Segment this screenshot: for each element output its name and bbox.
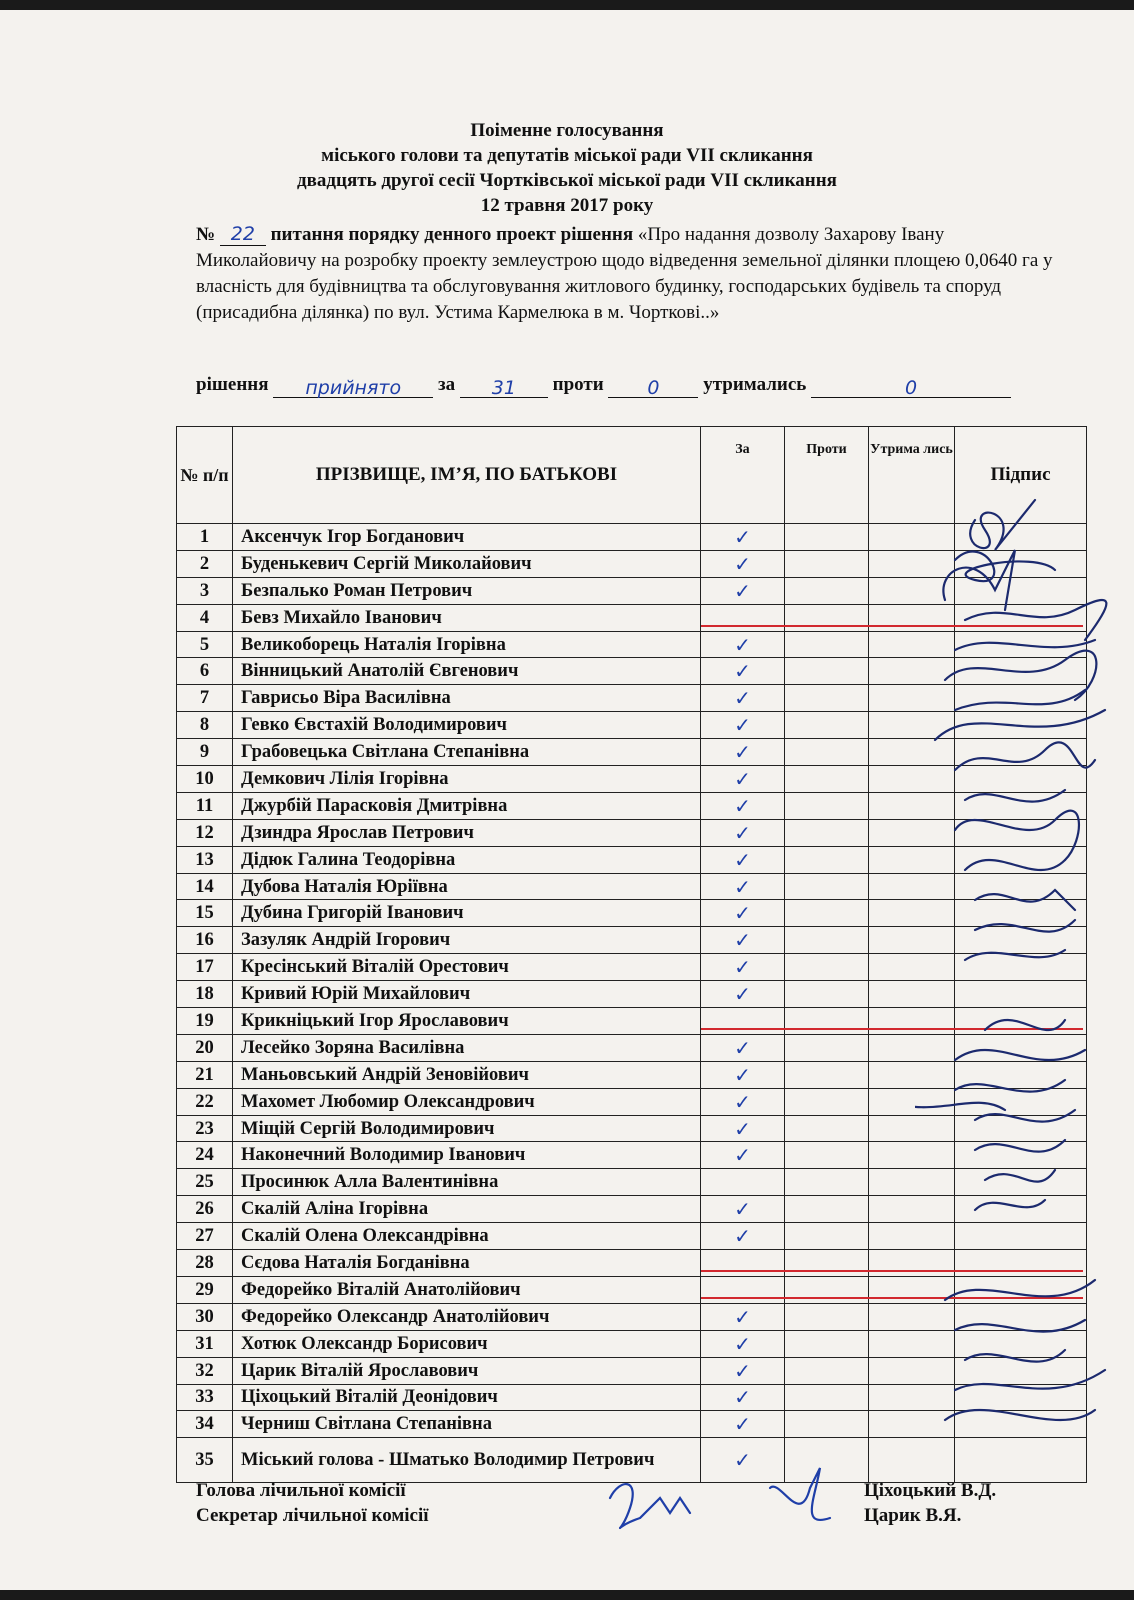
decision-value: прийнято xyxy=(273,375,433,398)
check-mark: ✓ xyxy=(734,1116,751,1141)
against-cell xyxy=(785,954,869,981)
for-cell xyxy=(701,1276,785,1303)
against-cell xyxy=(785,1276,869,1303)
for-cell xyxy=(701,1330,785,1357)
signature-mark xyxy=(955,1050,1085,1060)
row-name: Просинюк Алла Валентинівна xyxy=(233,1169,701,1196)
row-number: 24 xyxy=(177,1142,233,1169)
against-cell xyxy=(785,1411,869,1438)
check-mark: ✓ xyxy=(734,982,751,1007)
for-cell xyxy=(701,1142,785,1169)
against-cell xyxy=(785,685,869,712)
for-cell xyxy=(701,1411,785,1438)
row-name: Бевз Михайло Іванович xyxy=(233,604,701,631)
check-mark: ✓ xyxy=(734,820,751,845)
row-number: 1 xyxy=(177,524,233,551)
check-mark: ✓ xyxy=(734,578,751,603)
row-name: Дубина Григорій Іванович xyxy=(233,900,701,927)
row-name: Маньовський Андрій Зеновійович xyxy=(233,1061,701,1088)
check-mark: ✓ xyxy=(734,1358,751,1383)
for-cell xyxy=(701,792,785,819)
for-cell xyxy=(701,846,785,873)
row-number: 17 xyxy=(177,954,233,981)
check-mark: ✓ xyxy=(734,901,751,926)
for-cell xyxy=(701,981,785,1008)
row-name: Федорейко Олександр Анатолійович xyxy=(233,1303,701,1330)
for-cell xyxy=(701,1250,785,1277)
row-number: 19 xyxy=(177,1008,233,1035)
against-cell xyxy=(785,846,869,873)
row-number: 29 xyxy=(177,1276,233,1303)
for-cell xyxy=(701,685,785,712)
header-line-2: міського голови та депутатів міської ради VII скликання xyxy=(321,145,813,166)
secretary-label: Секретар лічильної комісії xyxy=(196,1505,429,1526)
row-name: Черниш Світлана Степанівна xyxy=(233,1411,701,1438)
check-mark: ✓ xyxy=(734,713,751,738)
row-number: 5 xyxy=(177,631,233,658)
row-number: 31 xyxy=(177,1330,233,1357)
signature-mark xyxy=(975,1200,1045,1210)
header-line-3: двадцять другої сесії Чортківської міської ради VII скликання xyxy=(297,170,837,191)
row-name: Дідюк Галина Теодорівна xyxy=(233,846,701,873)
signature-mark xyxy=(965,860,1065,870)
signature-mark xyxy=(975,1140,1065,1152)
against-cell xyxy=(785,1061,869,1088)
check-mark: ✓ xyxy=(734,1035,751,1060)
against-cell xyxy=(785,550,869,577)
signature-mark xyxy=(965,1350,1065,1362)
against-cell xyxy=(785,766,869,793)
row-number: 9 xyxy=(177,739,233,766)
abstain-count: 0 xyxy=(811,375,1011,398)
row-name: Дзиндра Ярослав Петрович xyxy=(233,819,701,846)
row-number: 14 xyxy=(177,873,233,900)
against-cell xyxy=(785,739,869,766)
row-name: Кресінський Віталій Орестович xyxy=(233,954,701,981)
for-cell xyxy=(701,739,785,766)
row-number: 30 xyxy=(177,1303,233,1330)
signature-mark xyxy=(945,1280,1095,1300)
against-cell xyxy=(785,1223,869,1250)
row-name: Зазуляк Андрій Ігорович xyxy=(233,927,701,954)
signature-mark xyxy=(955,640,1095,650)
row-name: Царик Віталій Ярославович xyxy=(233,1357,701,1384)
abstain-label: утримались xyxy=(703,374,807,395)
footer-signatures xyxy=(600,1458,860,1538)
row-name: Скалій Олена Олександрівна xyxy=(233,1223,701,1250)
col-header-abstain: Утрима лись xyxy=(869,427,955,524)
against-cell xyxy=(785,1142,869,1169)
row-number: 3 xyxy=(177,577,233,604)
for-cell xyxy=(701,1169,785,1196)
row-number: 18 xyxy=(177,981,233,1008)
for-cell xyxy=(701,1196,785,1223)
against-cell xyxy=(785,1196,869,1223)
for-cell xyxy=(701,1061,785,1088)
row-name: Сєдова Наталія Богданівна xyxy=(233,1250,701,1277)
col-header-signature: Підпис xyxy=(955,427,1087,524)
check-mark: ✓ xyxy=(734,551,751,576)
for-cell xyxy=(701,1088,785,1115)
row-number: 23 xyxy=(177,1115,233,1142)
item-number: 22 xyxy=(220,223,266,246)
for-cell xyxy=(701,604,785,631)
against-cell xyxy=(785,604,869,631)
chair-signature xyxy=(770,1468,830,1520)
check-mark: ✓ xyxy=(734,1197,751,1222)
for-cell xyxy=(701,550,785,577)
check-mark: ✓ xyxy=(734,524,751,549)
for-cell xyxy=(701,766,785,793)
item-label: питання порядку денного проект рішення xyxy=(270,224,634,245)
row-number: 32 xyxy=(177,1357,233,1384)
row-name: Гевко Євстахій Володимирович xyxy=(233,712,701,739)
row-name: Демкович Лілія Ігорівна xyxy=(233,766,701,793)
check-mark: ✓ xyxy=(734,1385,751,1410)
col-header-num: № п/п xyxy=(177,427,233,524)
row-name: Федорейко Віталій Анатолійович xyxy=(233,1276,701,1303)
for-cell xyxy=(701,900,785,927)
row-name: Гаврисьо Віра Василівна xyxy=(233,685,701,712)
row-number: 2 xyxy=(177,550,233,577)
against-cell xyxy=(785,1008,869,1035)
against-cell xyxy=(785,1303,869,1330)
for-cell xyxy=(701,954,785,981)
signature-mark xyxy=(955,742,1095,770)
row-number: 11 xyxy=(177,792,233,819)
signature-mark xyxy=(985,1170,1055,1182)
check-mark: ✓ xyxy=(734,1448,751,1473)
for-cell xyxy=(701,1115,785,1142)
row-number: 16 xyxy=(177,927,233,954)
row-name: Великоборець Наталія Ігорівна xyxy=(233,631,701,658)
row-name: Кривий Юрій Михайлович xyxy=(233,981,701,1008)
row-name: Скалій Аліна Ігорівна xyxy=(233,1196,701,1223)
row-name: Хотюк Олександр Борисович xyxy=(233,1330,701,1357)
col-header-name: ПРІЗВИЩЕ, ІМ’Я, ПО БАТЬКОВІ xyxy=(233,427,701,524)
row-name: Ціхоцький Віталій Деонідович xyxy=(233,1384,701,1411)
row-name: Наконечний Володимир Іванович xyxy=(233,1142,701,1169)
signature-mark xyxy=(955,690,1085,710)
against-cell xyxy=(785,927,869,954)
for-cell xyxy=(701,1303,785,1330)
for-cell xyxy=(701,1384,785,1411)
check-mark: ✓ xyxy=(734,955,751,980)
signature-mark xyxy=(915,1100,1005,1110)
check-mark: ✓ xyxy=(734,1143,751,1168)
against-cell xyxy=(785,981,869,1008)
signature-mark xyxy=(975,1110,1075,1122)
against-cell xyxy=(785,1169,869,1196)
against-cell xyxy=(785,658,869,685)
row-number: 8 xyxy=(177,712,233,739)
against-cell xyxy=(785,1250,869,1277)
against-cell xyxy=(785,1357,869,1384)
row-name: Вінницький Анатолій Євгенович xyxy=(233,658,701,685)
check-mark: ✓ xyxy=(734,632,751,657)
row-number: 25 xyxy=(177,1169,233,1196)
against-cell xyxy=(785,819,869,846)
for-cell xyxy=(701,658,785,685)
row-number: 22 xyxy=(177,1088,233,1115)
row-number: 27 xyxy=(177,1223,233,1250)
document-page xyxy=(0,10,1134,1590)
signature-mark xyxy=(945,651,1096,700)
against-cell xyxy=(785,1088,869,1115)
against-cell xyxy=(785,631,869,658)
check-mark: ✓ xyxy=(734,1304,751,1329)
check-mark: ✓ xyxy=(734,874,751,899)
row-number: 4 xyxy=(177,604,233,631)
row-name: Джурбій Парасковія Дмитрівна xyxy=(233,792,701,819)
for-cell xyxy=(701,631,785,658)
against-cell xyxy=(785,900,869,927)
check-mark: ✓ xyxy=(734,686,751,711)
signature-mark xyxy=(955,1320,1085,1332)
for-cell xyxy=(701,819,785,846)
row-number: 7 xyxy=(177,685,233,712)
item-number-prefix: № xyxy=(196,224,216,245)
check-mark: ✓ xyxy=(734,1224,751,1249)
signature-mark xyxy=(965,600,1106,640)
decision-line xyxy=(196,372,1076,398)
check-mark: ✓ xyxy=(734,847,751,872)
for-cell xyxy=(701,712,785,739)
check-mark: ✓ xyxy=(734,1062,751,1087)
signature-mark xyxy=(965,790,1065,802)
row-name: Безпалько Роман Петрович xyxy=(233,577,701,604)
signature-mark xyxy=(955,552,1055,582)
check-mark: ✓ xyxy=(734,793,751,818)
row-name: Аксенчук Ігор Богданович xyxy=(233,524,701,551)
row-name: Міщій Сергій Володимирович xyxy=(233,1115,701,1142)
for-cell xyxy=(701,873,785,900)
header-title: Поіменне голосування xyxy=(470,120,664,141)
for-cell xyxy=(701,927,785,954)
signature-mark xyxy=(975,920,1075,932)
row-number: 15 xyxy=(177,900,233,927)
check-mark: ✓ xyxy=(734,1412,751,1437)
secretary-signature xyxy=(610,1484,690,1528)
row-number: 10 xyxy=(177,766,233,793)
row-name: Махомет Любомир Олександрович xyxy=(233,1088,701,1115)
signature-mark xyxy=(970,500,1035,550)
row-number: 13 xyxy=(177,846,233,873)
row-number: 12 xyxy=(177,819,233,846)
row-name: Міський голова - Шматько Володимир Петрович xyxy=(233,1438,701,1483)
check-mark: ✓ xyxy=(734,766,751,791)
against-cell xyxy=(785,712,869,739)
against-cell xyxy=(785,577,869,604)
row-number: 20 xyxy=(177,1034,233,1061)
check-mark: ✓ xyxy=(734,928,751,953)
signature-mark xyxy=(955,1080,1065,1092)
for-count: 31 xyxy=(460,375,548,398)
for-cell xyxy=(701,1034,785,1061)
row-name: Грабовецька Світлана Степанівна xyxy=(233,739,701,766)
row-name: Дубова Наталія Юріївна xyxy=(233,873,701,900)
signature-mark xyxy=(945,1410,1095,1420)
row-number: 34 xyxy=(177,1411,233,1438)
signature-mark xyxy=(975,890,1075,910)
signature-mark xyxy=(955,1370,1105,1390)
row-number: 35 xyxy=(177,1438,233,1483)
for-cell xyxy=(701,1008,785,1035)
col-header-for: За xyxy=(701,427,785,524)
check-mark: ✓ xyxy=(734,1331,751,1356)
row-name: Буденькевич Сергій Миколайович xyxy=(233,550,701,577)
signature-mark xyxy=(955,811,1079,860)
document-header xyxy=(0,118,1134,218)
decision-label: рішення xyxy=(196,374,269,395)
signature-scribbles xyxy=(915,490,1125,1490)
for-cell xyxy=(701,1357,785,1384)
against-cell xyxy=(785,524,869,551)
chair-name: Ціхоцький В.Д. xyxy=(864,1480,997,1501)
against-count: 0 xyxy=(608,375,698,398)
row-number: 28 xyxy=(177,1250,233,1277)
secretary-name: Царик В.Я. xyxy=(864,1505,962,1526)
for-cell xyxy=(701,1223,785,1250)
against-label: проти xyxy=(552,374,604,395)
against-cell xyxy=(785,873,869,900)
row-number: 21 xyxy=(177,1061,233,1088)
for-label: за xyxy=(438,374,456,395)
chair-label: Голова лічильної комісії xyxy=(196,1480,406,1501)
agenda-item xyxy=(196,222,1056,326)
against-cell xyxy=(785,1034,869,1061)
against-cell xyxy=(785,1384,869,1411)
col-header-against: Проти xyxy=(785,427,869,524)
for-cell xyxy=(701,524,785,551)
item-text: «Про надання дозволу Захарову Івану Миколайовичу на розробку проекту землеустрою щодо відведення земельної ділянки площею 0,0640 га у власність для будівництва та обслуговування житлового будинку, господарських будівель та споруд (присадибна ділянка) по вул. Устима Кармелюка в м. Чорткові..» xyxy=(196,224,1053,323)
against-cell xyxy=(785,1115,869,1142)
header-date: 12 травня 2017 року xyxy=(480,195,654,216)
row-number: 6 xyxy=(177,658,233,685)
row-number: 26 xyxy=(177,1196,233,1223)
row-number: 33 xyxy=(177,1384,233,1411)
check-mark: ✓ xyxy=(734,740,751,765)
row-name: Лесейко Зоряна Василівна xyxy=(233,1034,701,1061)
against-cell xyxy=(785,1330,869,1357)
signature-mark xyxy=(985,1020,1065,1030)
signature-mark xyxy=(965,950,1065,960)
check-mark: ✓ xyxy=(734,659,751,684)
row-name: Крикніцький Ігор Ярославович xyxy=(233,1008,701,1035)
signature-mark xyxy=(935,710,1105,740)
against-cell xyxy=(785,792,869,819)
check-mark: ✓ xyxy=(734,1089,751,1114)
for-cell xyxy=(701,577,785,604)
